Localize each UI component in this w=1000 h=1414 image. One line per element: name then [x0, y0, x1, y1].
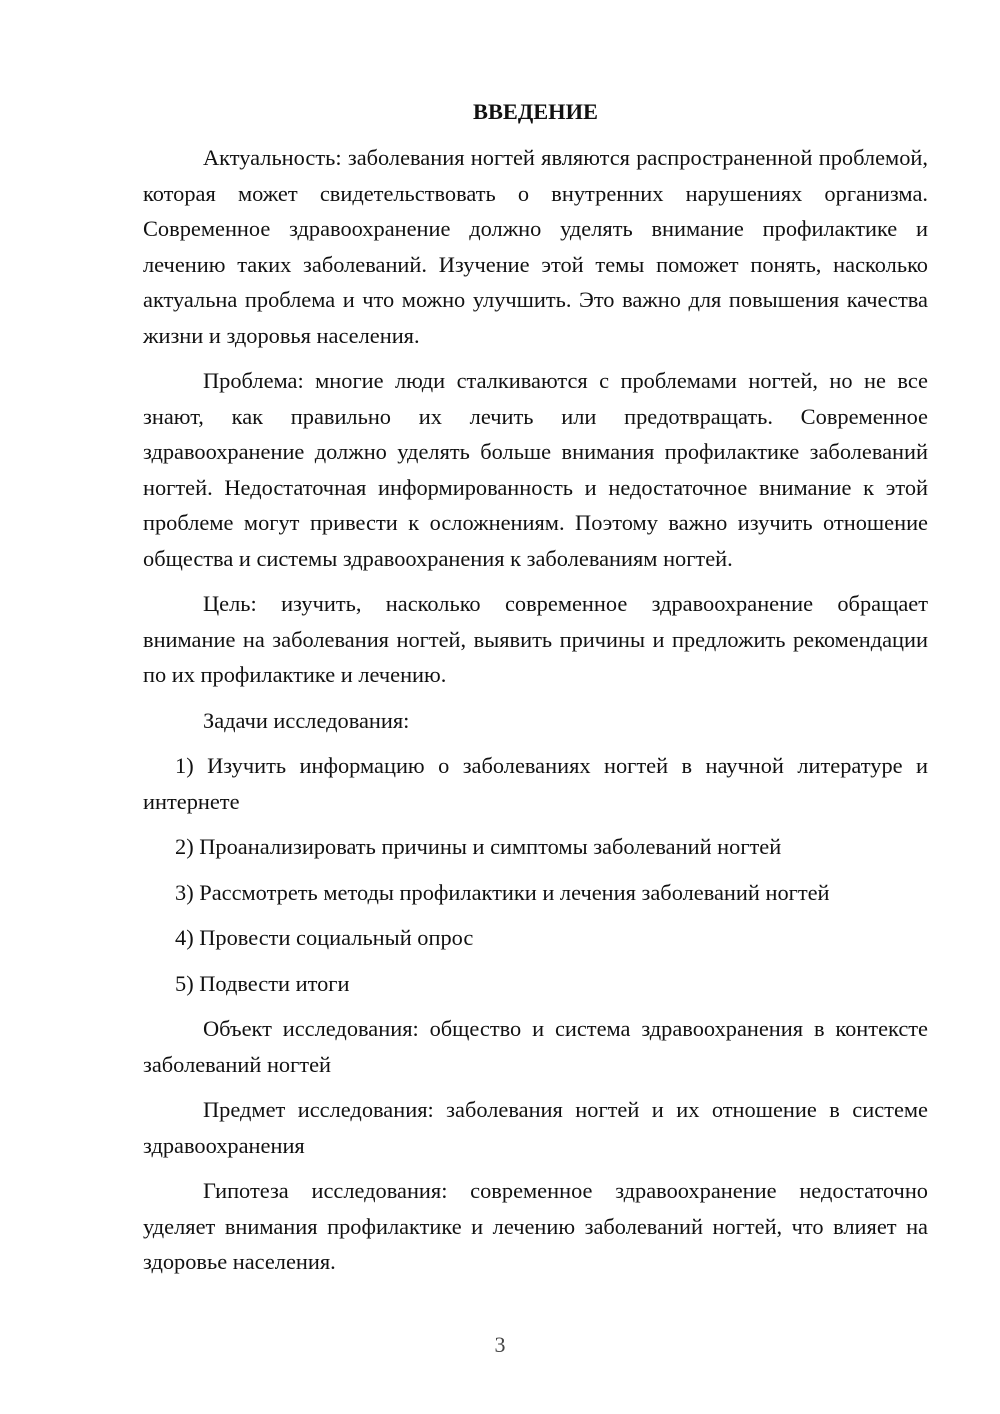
goal-paragraph: Цель: изучить, насколько современное здравоохранение обращает внимание на заболевания ногтей, выявить причины и предложить рекомендации по их профилактике и лечению.: [143, 591, 928, 687]
relevance-paragraph: Актуальность: заболевания ногтей являются распространенной проблемой, которая может свидетельствовать о внутренних нарушениях организма. Современное здравоохранение должно уделять внимание профилактике и лечению таких заболеваний. Изучение этой темы поможет понять, насколько актуальна проблема и что можно улучшить. Это важно для повышения качества жизни и здоровья населения.: [143, 145, 928, 348]
research-subject-paragraph: Предмет исследования: заболевания ногтей и их отношение в системе здравоохранения: [143, 1097, 928, 1158]
hypothesis-paragraph: Гипотеза исследования: современное здравоохранение недостаточно уделяет внимания профилактике и лечению заболеваний ногтей, что влияет на здоровье населения.: [143, 1178, 928, 1274]
list-item: 1) Изучить информацию о заболеваниях ногтей в научной литературе и интернете: [143, 753, 928, 814]
list-item: 2) Проанализировать причины и симптомы заболеваний ногтей: [175, 834, 782, 859]
tasks-list: [143, 748, 928, 1001]
list-item: 4) Провести социальный опрос: [175, 925, 474, 950]
research-object-paragraph: Объект исследования: общество и система здравоохранения в контексте заболеваний ногтей: [143, 1016, 928, 1077]
problem-paragraph: Проблема: многие люди сталкиваются с проблемами ногтей, но не все знают, как правильно их лечить или предотвращать. Современное здравоохранение должно уделять больше внимания профилактике заболеваний ногтей. Недостаточная информированность и недостаточное внимание к этой проблеме могут привести к осложнениям. Поэтому важно изучить отношение общества и системы здравоохранения к заболеваниям ногтей.: [143, 368, 928, 571]
page-title: ВВЕДЕНИЕ: [473, 99, 598, 124]
tasks-heading: Задачи исследования:: [203, 707, 410, 733]
list-item: 3) Рассмотреть методы профилактики и лечения заболеваний ногтей: [175, 879, 830, 905]
page-content: [143, 94, 928, 1280]
list-item: 5) Подвести итоги: [175, 970, 350, 996]
page-number: 3: [494, 1332, 506, 1357]
